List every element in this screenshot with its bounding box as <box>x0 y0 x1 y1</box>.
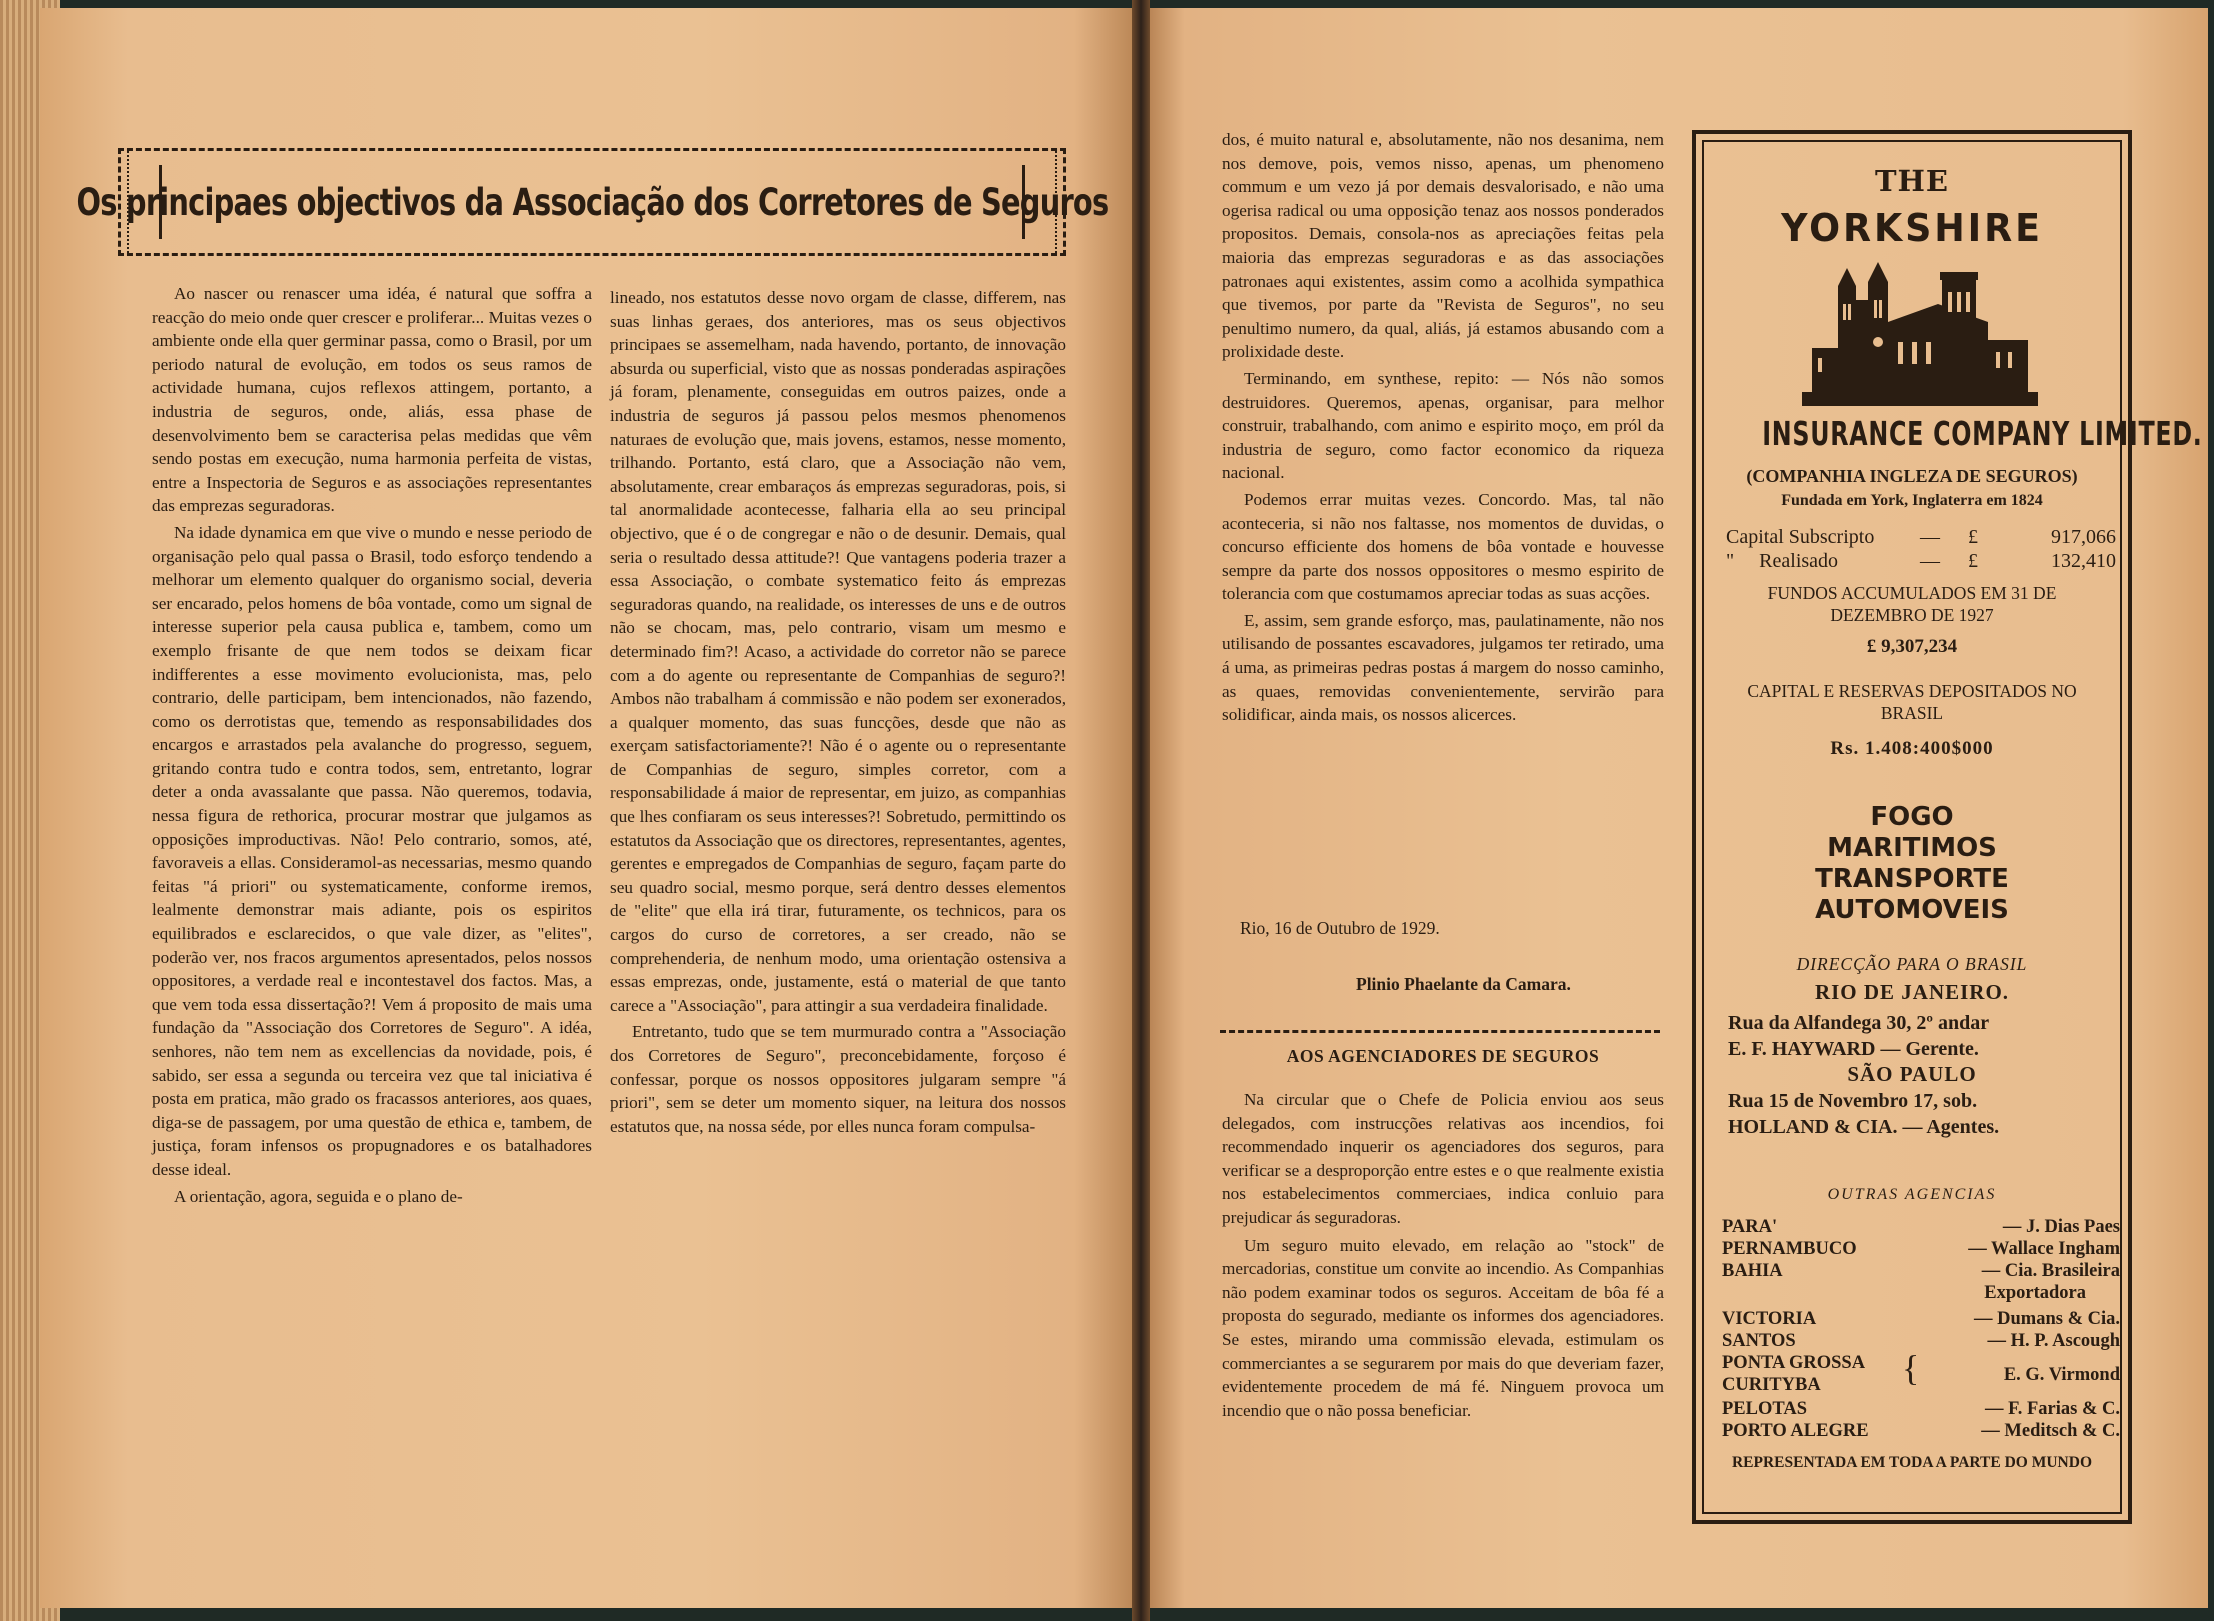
ad-sp: SÃO PAULO <box>1847 1062 1977 1086</box>
agency-city: PARA' <box>1722 1217 1778 1237</box>
article-signature: Plinio Phaelante da Camara. <box>1356 974 1571 994</box>
ad-subtitle: (COMPANHIA INGLEZA DE SEGUROS) <box>1746 466 2078 486</box>
section-heading: AOS AGENCIADORES DE SEGUROS <box>1286 1046 1600 1066</box>
ad-sp-agent: HOLLAND & CIA. — Agentes. <box>1728 1116 2000 1138</box>
agency-agent: — Wallace Ingham <box>1968 1239 2120 1259</box>
article-title: Os principaes objectivos da Associação dos Corretores de Seguros <box>76 180 1108 224</box>
ad-the: THE <box>1874 164 1950 198</box>
pound-sign: £ <box>1968 550 1978 572</box>
ad-line: TRANSPORTE <box>1815 864 2009 894</box>
ad-representada: REPRESENTADA EM TODA A PARTE DO MUNDO <box>1731 1454 2093 1471</box>
ad-line: AUTOMOVEIS <box>1815 895 2009 925</box>
dash: — <box>1920 550 1940 572</box>
paragraph: Na idade dynamica em que vive o mundo e nesse periodo de organisação pelo qual passa o Brasil, todo esforço tendendo a melhorar um elemento qualquer do organismo social, deveria ser encarado, pelos homens de bôa vontade, como um signal de interesse superior pela causa publica e, tambem, como um exemplo frisante de que nem todos se deixam ficar indifferentes a esse movimento evolucionista, mas, pelo contrario, delle participam, bem intencionados, não fazendo, como os derrotistas que, temendo as responsabilidades dos encargos e arrastados pela avalanche do progresso, seguem, gritando contra tudo e contra todos, sem, entretanto, lograr deter a onda avassalante que passa. Não queremos, todavia, nessa figura de rethorica, procurar mostrar que julgamos as opposições improductivas. Não! Pelo contrario, somos, até, favoraveis a ellas. Consideramol-as necessarias, mesmo quando feitas "á priori" ou systematicamente, conforme iremos, lealmente demonstrar mais adiante, pois os espiritos equilibrados e esclarecidos, o que vale dizer, as "elites", poderão ver, nos fracos argumentos apresentados, pelos nossos oppositores, a verdade real e incontestavel dos factos. Mas, a que vem toda essa dissertação?! Vem á proposito de mais uma fundação da "Associação dos Corretores de Seguro". A idéa, senhores, não tem nem as excellencias da novidade, pois, é sabido, ser essa a segunda ou terceira vez que tal iniciativa é posta em pratica, mão grado os fracassos anteriores, aos quaes, diga-se de passagem, por uma questão de ethica e, tambem, de justiça, foram infensos os propugnadores e os batalhadores desse ideal. <box>152 522 592 1179</box>
yorkshire-advertisement <box>1692 130 2203 1524</box>
ad-inner-frame <box>1702 140 2203 1514</box>
paragraph: lineado, nos estatutos desse novo orgam de classe, differem, nas suas linhas geraes, dos anteriores, mas os seus objectivos principaes se assemelham, nada havendo, portanto, de innovação absurda ou superficial, visto que as nossas ponderadas aspirações já foram, plenamente, conseguidas em outros paizes, onde a industria de seguros já passou pelos mesmos phenomenos naturaes de evolução que, mais jovens, estamos, nesse momento, trilhando. Portanto, está claro, que a Associação não vem, absolutamente, crear embaraços ás emprezas seguradoras, pois, si tal anormalidade acontecesse, falharia ella ao seu principal objectivo, que é o de congregar e não o de desunir. Demais, qual seria o resultado dessa attitude?! Que vantagens poderia trazer a essa Associação, o combate systematico feito ás emprezas seguradoras quando, na realidade, os interesses de uns e de outros não se chocam, mas, pelo contrario, visam um mesmo e determinado fim?! Acaso, a actividade do corretor não se parece com a do agente ou representante de Companhias de seguro?! Ambos não trabalham á commissão e não podem ser exonerados, a qualquer momento, das suas funcções, desde que não as exerçam satisfactoriamente?! Não é o agente ou o representante de Companhias de seguro, simples corretor, com a responsabilidade á maior de representar, em juizo, as companhias que lhes confiaram os seus interesses?! Sobretudo, permittindo os estatutos da Associação que os directores, representantes, agentes, gerentes e empregados de Companhias de seguro, façam parte do seu quadro social, mesmo porque, será dentro desses elementos de "elite" que ella irá tirar, futuramente, os technicos, para os cargos do curso de corretores, a ser creado, não se comprehenderia, de nenhum modo, uma orientação ostensiva a essas emprezas, onde, justamente, está o material de que tanto carece a "Associação", para attingir a sua verdadeira finalidade. <box>610 288 1066 1015</box>
agenciadores-text <box>1222 1088 1664 1426</box>
ad-company-name: YORKSHIRE <box>1781 206 2043 250</box>
realisado-label-wrap <box>1726 550 1902 573</box>
paragraph: dos, é muito natural e, absolutamente, não nos desanima, nem nos demove, pois, vemos nisso, apenas, um phenomeno commum e um vezo já por demais desvalorisado, e não uma ogerisa radical ou uma opposição tenaz aos nossos ponderados propositos. Demais, consola-nos as apreciações feitas pela maioria das emprezas seguradoras e as das associações patronaes aqui existentes, assim como a acolhida sympathica que tivemos, por parte da "Revista de Seguros", no seu penultimo numero, da qual, aliás, já estamos abusando com a prolixidade deste. <box>1222 130 1664 362</box>
ad-rio-address: Rua da Alfandega 30, 2º andar <box>1728 1012 1990 1034</box>
ad-capital-subscripto <box>1726 526 2116 549</box>
article-column-3 <box>1222 128 1664 730</box>
agency-city: PONTA GROSSA <box>1722 1353 1866 1373</box>
ad-fundos-value: £ 9,307,234 <box>1866 636 1958 657</box>
ad-lines-of-business <box>1704 802 2120 926</box>
article-column-2 <box>610 286 1066 1141</box>
agency-city: PORTO ALEGRE <box>1722 1421 1869 1441</box>
agency-agent: E. G. Virmond <box>2003 1365 2120 1385</box>
capital-label: Capital Subscripto <box>1726 526 1875 548</box>
realisado-label: Realisado <box>1759 550 1839 572</box>
ad-rs-value: Rs. 1.408:400$000 <box>1830 738 1994 759</box>
paragraph: Ao nascer ou renascer uma idéa, é natural que soffra a reacção do meio onde quer crescer e proliferar... Muitas vezes o ambiente onde ella quer germinar passa, como o Brasil, por um periodo natural de evolução, em todos os seus ramos de actividade humana, cujos reflexos attingem, portanto, a industria de seguros, onde, aliás, essa phase de desenvolvimento bem se caracterisa pelas medidas que vêm sendo postas em execução, numa harmonia perfeita de vistas, entre a Inspectoria de Seguros e as associações representantes das emprezas seguradoras. <box>152 284 592 516</box>
agency-agent: — F. Farias & C. <box>1985 1399 2120 1419</box>
ad-founded: Fundada em York, Inglaterra em 1824 <box>1781 492 2043 509</box>
agency-city: CURITYBA <box>1722 1375 1821 1395</box>
brace-mark: { <box>1902 1348 1920 1388</box>
paragraph: Entretanto, tudo que se tem murmurado contra a "Associação dos Corretores de Seguro", preconcebidamente, forçoso é confessar, porque os nossos oppositores julgaram sempre "á priori", sem se deter um momento siquer, na leitura dos nossos estatutos que, na nossa séde, por elles nunca foram compulsa- <box>610 1022 1066 1136</box>
section-divider <box>1220 1030 1660 1033</box>
paragraph: A orientação, agora, seguida e o plano de- <box>174 1186 463 1206</box>
agency-city: PELOTAS <box>1722 1399 1807 1419</box>
ad-sp-address: Rua 15 de Novembro 17, sob. <box>1728 1090 1978 1112</box>
dash: — <box>1920 526 1940 548</box>
ad-direccao: DIRECÇÃO PARA O BRASIL <box>1796 954 2028 974</box>
paragraph: E, assim, sem grande esforço, mas, paulatinamente, não nos utilisando de possantes escavadores, julgamos ter retirado, uma á uma, as primeiras pedras postas á margem do nosso caminho, as quaes, removidas convenientemente, servirão para solidificar, ainda mais, os nossos alicerces. <box>1222 610 1664 725</box>
realisado-value: 132,410 <box>2051 550 2116 572</box>
agency-city: SANTOS <box>1722 1331 1796 1351</box>
paragraph: Um seguro muito elevado, em relação ao "stock" de mercadorias, constitue um convite ao incendio. As Companhias não podem examinar todos os seguros. Acceitam de bôa fé a proposta do segurado, mediante os informes dos agenciadores. Se estes, mirando uma commissão elevada, estimulam os commerciantes a se segurarem por mais do que deveriam fazer, evidentemente procedem de má fé. Ninguem provoca um incendio que o não possa beneficiar. <box>1222 1235 1664 1420</box>
agency-agent: — H. P. Ascough <box>1987 1331 2120 1351</box>
capital-value: 917,066 <box>2051 526 2116 548</box>
agency-city: PERNAMBUCO <box>1722 1239 1857 1259</box>
ditto-mark: " <box>1726 550 1735 572</box>
ad-insurance-company: INSURANCE COMPANY LIMITED. <box>1762 414 2203 453</box>
ad-rio-agent: E. F. HAYWARD — Gerente. <box>1728 1038 1979 1060</box>
agency-agent: — J. Dias Paes <box>2002 1217 2120 1237</box>
article-title-banner <box>76 148 1108 256</box>
article-column-1 <box>152 282 592 1211</box>
ad-line: FOGO <box>1870 802 1954 832</box>
ad-line: MARITIMOS <box>1827 833 1997 863</box>
ad-realisado <box>1726 550 2116 573</box>
ad-fundos: FUNDOS ACCUMULADOS EM 31 DE DEZEMBRO DE 1927 <box>1767 583 2057 625</box>
ad-capital-reservas: CAPITAL E RESERVAS DEPOSITADOS NO BRASIL <box>1747 681 2077 723</box>
agency-agent: Exportadora <box>1984 1283 2086 1303</box>
ad-rio: RIO DE JANEIRO. <box>1814 980 2010 1004</box>
agency-agent: — Dumans & Cia. <box>1974 1309 2120 1329</box>
paragraph: Na circular que o Chefe de Policia enviou aos seus delegados, com instrucções relativas aos incendios, foi recommendado inquerir os agenciadores dos seguros, para verificar se a desproporção entre estes e o que realmente existia nos estabelecimentos commerciaes, indica conluio para prejudicar ás seguradoras. <box>1222 1090 1664 1227</box>
agency-city: VICTORIA <box>1722 1309 1817 1329</box>
paragraph: Terminando, em synthese, repito: — Nós não somos destruidores. Queremos, apenas, organisar, para melhor construir, trabalhando, com animo e espirito moço, em pról da industria de seguro, como factor economico da riqueza nacional. <box>1222 368 1664 483</box>
paragraph: Podemos errar muitas vezes. Concordo. Mas, tal não aconteceria, si não nos faltasse, nos momentos de duvidas, o concurso efficiente dos homens de bôa vontade e houvesse sempre da parte dos nossos oppositores o mesmo espirito de tolerancia com que costumamos apreciar todas as suas acções. <box>1222 489 1664 604</box>
agency-city: BAHIA <box>1722 1261 1783 1281</box>
book-gutter <box>1132 0 1150 1621</box>
pound-sign: £ <box>1968 526 1978 548</box>
agency-agent: — Meditsch & C. <box>1981 1421 2120 1441</box>
agency-agent: — Cia. Brasileira <box>1981 1261 2120 1281</box>
cathedral-illustration <box>1802 252 2038 406</box>
ad-outras-agencias: OUTRAS AGENCIAS <box>1827 1186 1997 1203</box>
article-dateline: Rio, 16 de Outubro de 1929. <box>1240 918 1440 938</box>
